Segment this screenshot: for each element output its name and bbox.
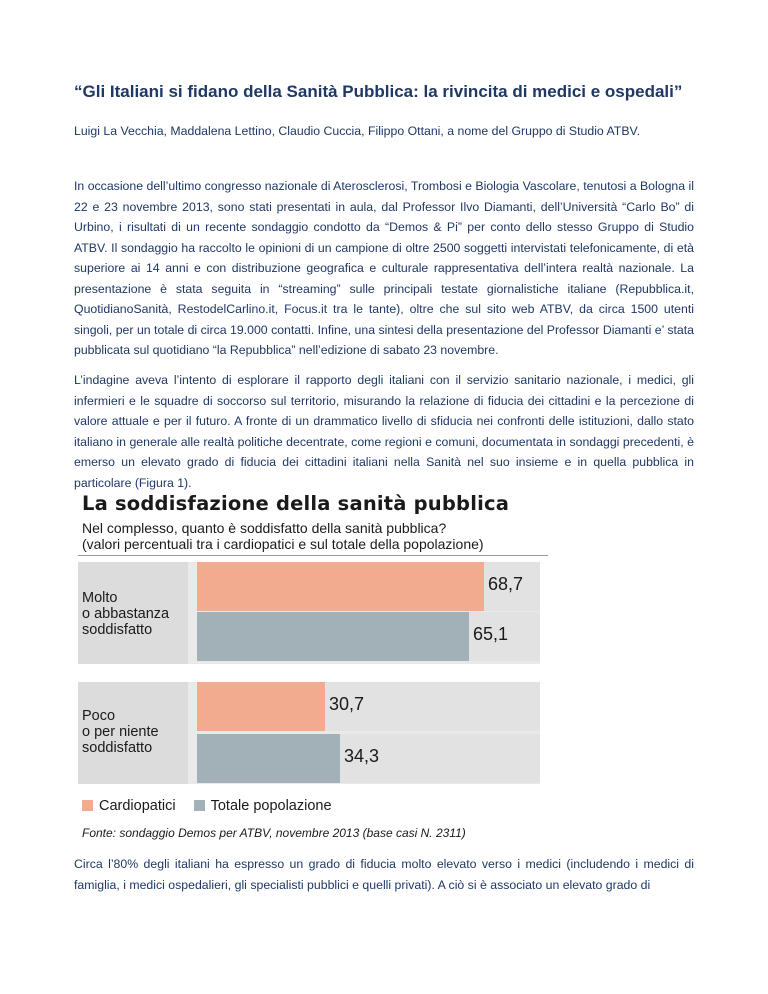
legend-item-totale [194, 798, 332, 814]
chart-title: La soddisfazione della sanità pubblica [82, 492, 510, 515]
chart-source: Fonte: sondaggio Demos per ATBV, novembre 2013 (base casi N. 2311) [82, 826, 466, 840]
legend-label-cardiopatici: Cardiopatici [99, 798, 176, 814]
chart-subtitle-line-1: Nel complesso, quanto è soddisfatto della sanità pubblica? [82, 520, 447, 536]
chart-subtitle [82, 520, 484, 552]
category-2-line-2: o per niente [82, 724, 159, 740]
paragraph-3: Circa l’80% degli italiani ha espresso un grado di fiducia molto elevato verso i medici (includendo i medici di famiglia, i medici ospedalieri, gli specialisti pubblici e quelli privati). A ciò si è associato un elevato grado di [74, 857, 694, 892]
paragraph-2: L’indagine aveva l’intento di esplorare il rapporto degli italiani con il servizio sanitario nazionale, i medici, gli infermieri e le squadre di soccorso sul territorio, misurando la relazione di fiducia dei cittadini e la percezione di valore attuale e per il futuro. A fronte di un drammatico livello di sfiducia nei confronti delle istituzioni, dallo stato italiano in generale alle realtà politiche decentrate, come regioni e comuni, documentata in sondaggi precedenti, è emerso un elevato grado di fiducia dei cittadini italiani nella Sanità nel suo insieme e in quella pubblica in particolare (Figura 1). [74, 373, 694, 490]
data-label-cardiopatici-molto: 68,7 [488, 574, 524, 594]
figure-1-chart [78, 492, 548, 847]
page-title: “Gli Italiani si fidano della Sanità Pubblica: la rivincita di medici e ospedali” [74, 82, 683, 101]
category-1-line-3: soddisfatto [82, 622, 153, 638]
author-line: Luigi La Vecchia, Maddalena Lettino, Claudio Cuccia, Filippo Ottani, a nome del Gruppo di Studio ATBV. [74, 124, 641, 138]
category-1-line-2: o abbastanza [82, 606, 170, 622]
legend-item-cardiopatici [82, 798, 176, 814]
category-2-line-3: soddisfatto [82, 740, 153, 756]
category-1-line-1: Molto [82, 590, 118, 606]
bar-totale-molto [197, 612, 469, 661]
chart-legend [82, 798, 346, 814]
legend-swatch-cardiopatici [82, 800, 93, 811]
chart-subtitle-line-2: (valori percentuali tra i cardiopatici e sul totale della popolazione) [82, 536, 484, 552]
bar-totale-poco [197, 734, 340, 783]
data-label-totale-molto: 65,1 [473, 624, 509, 644]
legend-label-totale: Totale popolazione [210, 798, 332, 814]
category-label-2 [78, 682, 188, 784]
category-2-line-1: Poco [82, 708, 116, 724]
category-label-1 [78, 562, 188, 664]
chart-divider [78, 555, 548, 556]
paragraph-1: In occasione dell’ultimo congresso nazionale di Aterosclerosi, Trombosi e Biologia Vascolare, tenutosi a Bologna il 22 e 23 novembre 2013, sono stati presentati in aula, dal Professor Ilvo Diamanti, dell’Università “Carlo Bo” di Urbino, i risultati di un recente sondaggio condotto da “Demos & Pi” per conto dello stesso Gruppo di Studio ATBV. Il sondaggio ha raccolto le opinioni di un campione di oltre 2500 soggetti intervistati telefonicamente, di età superiore ai 14 anni e con distribuzione geografica e culturale rappresentativa dell’intera realtà nazionale. La presentazione è stata seguita in “streaming” sulle principali testate giornalistiche italiane (Repubblica.it, QuotidianoSanità, RestodelCarlino.it, Focus.it tra le tante), oltre che sul sito web ATBV, da circa 1500 utenti singoli, per un totale di circa 19.000 contatti. Infine, una sintesi della presentazione del Professor Diamanti e’ stata pubblicata sul quotidiano “la Repubblica” nell’edizione di sabato 23 novembre. [74, 179, 694, 357]
data-label-totale-poco: 34,3 [344, 746, 380, 766]
data-label-cardiopatici-poco: 30,7 [329, 694, 365, 714]
bar-cardiopatici-molto [197, 562, 484, 611]
legend-swatch-totale [194, 800, 205, 811]
bar-cardiopatici-poco [197, 682, 325, 731]
